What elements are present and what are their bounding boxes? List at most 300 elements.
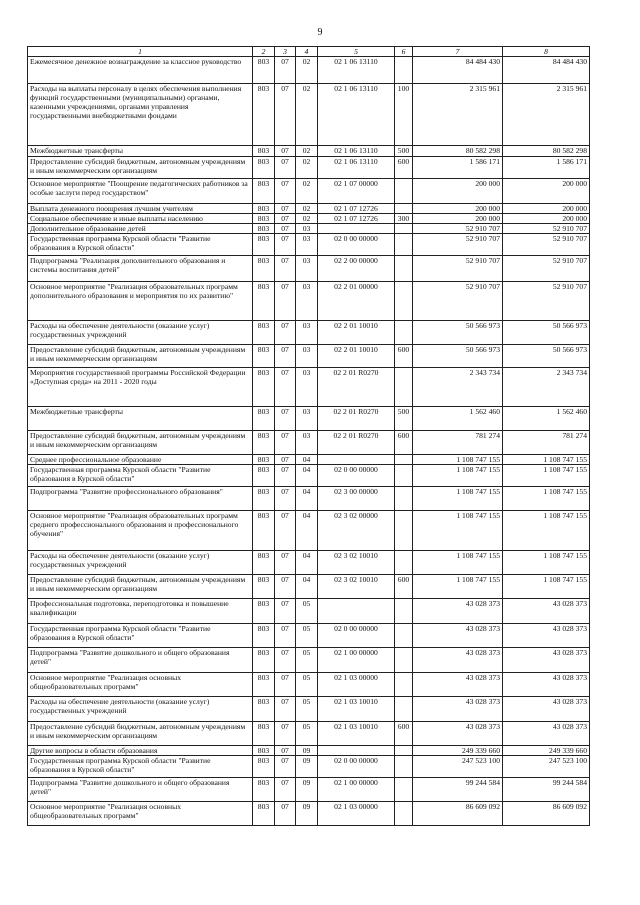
cell-amount-year-2: 200 000 bbox=[503, 204, 590, 214]
cell-subsection: 03 bbox=[296, 256, 318, 282]
cell-amount-year-2: 43 028 373 bbox=[503, 722, 590, 746]
cell-admin-code: 803 bbox=[253, 487, 275, 511]
column-header-4: 4 bbox=[296, 47, 318, 57]
cell-amount-year-1: 50 566 973 bbox=[413, 321, 503, 345]
cell-expense-type bbox=[395, 673, 413, 697]
cell-target-code bbox=[318, 746, 395, 756]
cell-section: 07 bbox=[275, 746, 296, 756]
table-row bbox=[28, 368, 590, 407]
cell-expense-type: 600 bbox=[395, 345, 413, 368]
cell-target-code: 02 2 01 00000 bbox=[318, 282, 395, 321]
table-row bbox=[28, 673, 590, 697]
cell-section: 07 bbox=[275, 648, 296, 673]
cell-amount-year-2: 50 566 973 bbox=[503, 345, 590, 368]
cell-section: 07 bbox=[275, 575, 296, 599]
cell-amount-year-1: 200 000 bbox=[413, 204, 503, 214]
cell-admin-code: 803 bbox=[253, 802, 275, 826]
cell-admin-code: 803 bbox=[253, 697, 275, 722]
cell-amount-year-1: 52 910 707 bbox=[413, 256, 503, 282]
cell-subsection: 03 bbox=[296, 368, 318, 407]
cell-amount-year-1: 1 108 747 155 bbox=[413, 455, 503, 465]
cell-amount-year-1: 249 339 660 bbox=[413, 746, 503, 756]
cell-amount-year-1: 200 000 bbox=[413, 179, 503, 204]
cell-expense-type: 500 bbox=[395, 146, 413, 157]
cell-name: Выплата денежного поощрения лучшим учителям bbox=[28, 204, 253, 214]
cell-section: 07 bbox=[275, 214, 296, 224]
cell-name: Среднее профессиональное образование bbox=[28, 455, 253, 465]
cell-expense-type bbox=[395, 802, 413, 826]
cell-name: Государственная программа Курской области "Развитие образования в Курской области" bbox=[28, 465, 253, 487]
table-row bbox=[28, 345, 590, 368]
cell-section: 07 bbox=[275, 756, 296, 778]
table-row bbox=[28, 697, 590, 722]
table-row bbox=[28, 746, 590, 756]
cell-admin-code: 803 bbox=[253, 778, 275, 802]
cell-section: 07 bbox=[275, 551, 296, 575]
column-header-6: 6 bbox=[395, 47, 413, 57]
cell-expense-type bbox=[395, 511, 413, 551]
table-row bbox=[28, 256, 590, 282]
cell-amount-year-2: 52 910 707 bbox=[503, 282, 590, 321]
column-header-2: 2 bbox=[253, 47, 275, 57]
cell-subsection: 02 bbox=[296, 204, 318, 214]
cell-subsection: 04 bbox=[296, 487, 318, 511]
cell-amount-year-1: 52 910 707 bbox=[413, 282, 503, 321]
cell-name: Основное мероприятие "Реализация образовательных программ среднего профессионального образования и профессионального обучения" bbox=[28, 511, 253, 551]
cell-amount-year-2: 200 000 bbox=[503, 179, 590, 204]
cell-subsection: 02 bbox=[296, 84, 318, 146]
cell-name: Подпрограмма "Развитие дошкольного и общего образования детей" bbox=[28, 778, 253, 802]
cell-expense-type bbox=[395, 368, 413, 407]
cell-amount-year-2: 200 000 bbox=[503, 214, 590, 224]
cell-target-code: 02 1 06 13110 bbox=[318, 84, 395, 146]
cell-subsection: 09 bbox=[296, 778, 318, 802]
cell-expense-type bbox=[395, 179, 413, 204]
cell-subsection: 02 bbox=[296, 179, 318, 204]
cell-name: Межбюджетные трансферты bbox=[28, 407, 253, 431]
cell-section: 07 bbox=[275, 465, 296, 487]
cell-admin-code: 803 bbox=[253, 179, 275, 204]
cell-target-code: 02 1 07 12726 bbox=[318, 204, 395, 214]
table-row bbox=[28, 599, 590, 624]
table-row bbox=[28, 431, 590, 455]
cell-name: Предоставление субсидий бюджетным, автономным учреждениям и иным некоммерческим организациям bbox=[28, 431, 253, 455]
cell-subsection: 03 bbox=[296, 282, 318, 321]
cell-amount-year-2: 1 108 747 155 bbox=[503, 487, 590, 511]
cell-admin-code: 803 bbox=[253, 465, 275, 487]
cell-amount-year-1: 43 028 373 bbox=[413, 599, 503, 624]
cell-amount-year-2: 84 484 430 bbox=[503, 57, 590, 84]
cell-section: 07 bbox=[275, 57, 296, 84]
cell-amount-year-1: 781 274 bbox=[413, 431, 503, 455]
table-row bbox=[28, 57, 590, 84]
cell-subsection: 03 bbox=[296, 407, 318, 431]
cell-target-code: 02 0 00 00000 bbox=[318, 465, 395, 487]
cell-amount-year-2: 1 108 747 155 bbox=[503, 575, 590, 599]
cell-name: Подпрограмма "Реализация дополнительного образования и системы воспитания детей" bbox=[28, 256, 253, 282]
cell-expense-type: 300 bbox=[395, 214, 413, 224]
cell-name: Мероприятия государственной программы Российской Федерации «Доступная среда» на 2011 - 2020 годы bbox=[28, 368, 253, 407]
cell-section: 07 bbox=[275, 673, 296, 697]
table-row bbox=[28, 455, 590, 465]
cell-section: 07 bbox=[275, 722, 296, 746]
cell-amount-year-2: 43 028 373 bbox=[503, 648, 590, 673]
cell-target-code bbox=[318, 455, 395, 465]
cell-name: Другие вопросы в области образования bbox=[28, 746, 253, 756]
cell-target-code: 02 0 00 00000 bbox=[318, 756, 395, 778]
cell-amount-year-2: 50 566 973 bbox=[503, 321, 590, 345]
cell-admin-code: 803 bbox=[253, 157, 275, 179]
cell-section: 07 bbox=[275, 224, 296, 234]
cell-subsection: 02 bbox=[296, 146, 318, 157]
cell-subsection: 03 bbox=[296, 431, 318, 455]
cell-target-code: 02 3 02 00000 bbox=[318, 511, 395, 551]
cell-expense-type bbox=[395, 321, 413, 345]
cell-amount-year-2: 52 910 707 bbox=[503, 224, 590, 234]
cell-amount-year-2: 1 108 747 155 bbox=[503, 455, 590, 465]
cell-expense-type: 500 bbox=[395, 407, 413, 431]
cell-amount-year-1: 1 108 747 155 bbox=[413, 487, 503, 511]
table-row bbox=[28, 84, 590, 146]
cell-admin-code: 803 bbox=[253, 599, 275, 624]
cell-amount-year-2: 43 028 373 bbox=[503, 599, 590, 624]
cell-expense-type bbox=[395, 256, 413, 282]
table-row bbox=[28, 551, 590, 575]
cell-amount-year-1: 1 108 747 155 bbox=[413, 465, 503, 487]
cell-section: 07 bbox=[275, 321, 296, 345]
cell-subsection: 09 bbox=[296, 746, 318, 756]
cell-admin-code: 803 bbox=[253, 345, 275, 368]
cell-expense-type bbox=[395, 551, 413, 575]
cell-name: Основное мероприятие "Поощрение педагогических работников за особые заслуги перед государством" bbox=[28, 179, 253, 204]
cell-subsection: 05 bbox=[296, 624, 318, 648]
cell-expense-type bbox=[395, 756, 413, 778]
cell-expense-type bbox=[395, 697, 413, 722]
cell-admin-code: 803 bbox=[253, 648, 275, 673]
cell-section: 07 bbox=[275, 778, 296, 802]
table-row bbox=[28, 204, 590, 214]
cell-expense-type bbox=[395, 778, 413, 802]
cell-section: 07 bbox=[275, 345, 296, 368]
table-row bbox=[28, 214, 590, 224]
cell-amount-year-1: 1 562 460 bbox=[413, 407, 503, 431]
cell-name: Предоставление субсидий бюджетным, автономным учреждениям и иным некоммерческим организациям bbox=[28, 345, 253, 368]
cell-section: 07 bbox=[275, 368, 296, 407]
table-row bbox=[28, 179, 590, 204]
cell-amount-year-1: 200 000 bbox=[413, 214, 503, 224]
cell-admin-code: 803 bbox=[253, 551, 275, 575]
table-row bbox=[28, 648, 590, 673]
cell-amount-year-2: 80 582 298 bbox=[503, 146, 590, 157]
cell-amount-year-2: 43 028 373 bbox=[503, 673, 590, 697]
table-row bbox=[28, 234, 590, 256]
cell-subsection: 05 bbox=[296, 599, 318, 624]
cell-name: Предоставление субсидий бюджетным, автономным учреждениям и иным некоммерческим организациям bbox=[28, 157, 253, 179]
cell-subsection: 05 bbox=[296, 673, 318, 697]
cell-admin-code: 803 bbox=[253, 673, 275, 697]
cell-target-code: 02 1 06 13110 bbox=[318, 57, 395, 84]
cell-section: 07 bbox=[275, 157, 296, 179]
cell-amount-year-2: 1 586 171 bbox=[503, 157, 590, 179]
cell-expense-type bbox=[395, 599, 413, 624]
column-header-8: 8 bbox=[503, 47, 590, 57]
cell-amount-year-2: 1 108 747 155 bbox=[503, 551, 590, 575]
cell-amount-year-1: 1 108 747 155 bbox=[413, 551, 503, 575]
cell-subsection: 04 bbox=[296, 575, 318, 599]
cell-name: Подпрограмма "Развитие профессионального образования" bbox=[28, 487, 253, 511]
cell-admin-code: 803 bbox=[253, 746, 275, 756]
column-header-7: 7 bbox=[413, 47, 503, 57]
cell-name: Основное мероприятие "Реализация основных общеобразовательных программ" bbox=[28, 673, 253, 697]
cell-expense-type bbox=[395, 746, 413, 756]
cell-target-code: 02 2 01 10010 bbox=[318, 345, 395, 368]
table-row bbox=[28, 722, 590, 746]
cell-name: Ежемесячное денежное вознаграждение за классное руководство bbox=[28, 57, 253, 84]
cell-target-code: 02 2 01 R0270 bbox=[318, 368, 395, 407]
cell-expense-type bbox=[395, 224, 413, 234]
cell-admin-code: 803 bbox=[253, 282, 275, 321]
table-row bbox=[28, 282, 590, 321]
table-row bbox=[28, 321, 590, 345]
cell-subsection: 05 bbox=[296, 648, 318, 673]
cell-admin-code: 803 bbox=[253, 407, 275, 431]
cell-expense-type bbox=[395, 465, 413, 487]
cell-section: 07 bbox=[275, 204, 296, 214]
cell-name: Государственная программа Курской области "Развитие образования в Курской области" bbox=[28, 624, 253, 648]
cell-admin-code: 803 bbox=[253, 204, 275, 214]
cell-subsection: 03 bbox=[296, 345, 318, 368]
cell-subsection: 03 bbox=[296, 321, 318, 345]
column-header-1: 1 bbox=[28, 47, 253, 57]
cell-amount-year-1: 43 028 373 bbox=[413, 722, 503, 746]
cell-name: Дополнительное образование детей bbox=[28, 224, 253, 234]
cell-name: Государственная программа Курской области "Развитие образования в Курской области" bbox=[28, 234, 253, 256]
cell-amount-year-1: 50 566 973 bbox=[413, 345, 503, 368]
budget-table bbox=[27, 46, 590, 826]
cell-target-code: 02 2 01 R0270 bbox=[318, 431, 395, 455]
cell-expense-type bbox=[395, 648, 413, 673]
cell-amount-year-1: 43 028 373 bbox=[413, 697, 503, 722]
cell-expense-type: 100 bbox=[395, 84, 413, 146]
table-row bbox=[28, 575, 590, 599]
table-row bbox=[28, 157, 590, 179]
cell-section: 07 bbox=[275, 624, 296, 648]
column-header-3: 3 bbox=[275, 47, 296, 57]
cell-section: 07 bbox=[275, 697, 296, 722]
cell-expense-type bbox=[395, 487, 413, 511]
cell-target-code: 02 0 00 00000 bbox=[318, 624, 395, 648]
cell-section: 07 bbox=[275, 455, 296, 465]
cell-admin-code: 803 bbox=[253, 57, 275, 84]
cell-amount-year-2: 1 562 460 bbox=[503, 407, 590, 431]
cell-admin-code: 803 bbox=[253, 146, 275, 157]
cell-expense-type: 600 bbox=[395, 575, 413, 599]
table-row bbox=[28, 756, 590, 778]
cell-section: 07 bbox=[275, 487, 296, 511]
cell-amount-year-1: 80 582 298 bbox=[413, 146, 503, 157]
cell-section: 07 bbox=[275, 146, 296, 157]
cell-target-code: 02 0 00 00000 bbox=[318, 234, 395, 256]
cell-target-code: 02 1 00 00000 bbox=[318, 778, 395, 802]
cell-name: Профессиональная подготовка, переподготовка и повышение квалификации bbox=[28, 599, 253, 624]
cell-section: 07 bbox=[275, 431, 296, 455]
cell-amount-year-2: 86 609 092 bbox=[503, 802, 590, 826]
cell-name: Предоставление субсидий бюджетным, автономным учреждениям и иным некоммерческим организациям bbox=[28, 722, 253, 746]
cell-target-code: 02 3 00 00000 bbox=[318, 487, 395, 511]
cell-expense-type: 600 bbox=[395, 431, 413, 455]
cell-target-code: 02 1 06 13110 bbox=[318, 146, 395, 157]
cell-amount-year-2: 249 339 660 bbox=[503, 746, 590, 756]
cell-subsection: 05 bbox=[296, 697, 318, 722]
cell-expense-type bbox=[395, 282, 413, 321]
cell-amount-year-2: 99 244 584 bbox=[503, 778, 590, 802]
cell-amount-year-2: 52 910 707 bbox=[503, 234, 590, 256]
cell-amount-year-2: 247 523 100 bbox=[503, 756, 590, 778]
cell-amount-year-1: 1 108 747 155 bbox=[413, 511, 503, 551]
table-row bbox=[28, 465, 590, 487]
cell-subsection: 02 bbox=[296, 157, 318, 179]
cell-name: Социальное обеспечение и иные выплаты населению bbox=[28, 214, 253, 224]
cell-section: 07 bbox=[275, 802, 296, 826]
cell-section: 07 bbox=[275, 179, 296, 204]
cell-section: 07 bbox=[275, 256, 296, 282]
cell-expense-type: 600 bbox=[395, 722, 413, 746]
table-row bbox=[28, 146, 590, 157]
cell-name: Расходы на обеспечение деятельности (оказание услуг) государственных учреждений bbox=[28, 697, 253, 722]
cell-admin-code: 803 bbox=[253, 722, 275, 746]
cell-subsection: 02 bbox=[296, 214, 318, 224]
cell-subsection: 04 bbox=[296, 455, 318, 465]
cell-section: 07 bbox=[275, 282, 296, 321]
cell-expense-type bbox=[395, 624, 413, 648]
cell-name: Межбюджетные трансферты bbox=[28, 146, 253, 157]
cell-section: 07 bbox=[275, 511, 296, 551]
table-row bbox=[28, 624, 590, 648]
cell-expense-type: 600 bbox=[395, 157, 413, 179]
cell-admin-code: 803 bbox=[253, 368, 275, 407]
cell-target-code: 02 1 03 10010 bbox=[318, 722, 395, 746]
cell-section: 07 bbox=[275, 407, 296, 431]
cell-subsection: 02 bbox=[296, 57, 318, 84]
cell-name: Основное мероприятие "Реализация образовательных программ дополнительного образования и мероприятия по их развитию" bbox=[28, 282, 253, 321]
cell-admin-code: 803 bbox=[253, 256, 275, 282]
cell-subsection: 04 bbox=[296, 465, 318, 487]
table-row bbox=[28, 487, 590, 511]
cell-expense-type bbox=[395, 204, 413, 214]
cell-target-code bbox=[318, 224, 395, 234]
cell-amount-year-1: 247 523 100 bbox=[413, 756, 503, 778]
cell-amount-year-1: 43 028 373 bbox=[413, 648, 503, 673]
cell-name: Расходы на обеспечение деятельности (оказание услуг) государственных учреждений bbox=[28, 321, 253, 345]
table-row bbox=[28, 224, 590, 234]
cell-admin-code: 803 bbox=[253, 234, 275, 256]
cell-amount-year-1: 99 244 584 bbox=[413, 778, 503, 802]
cell-amount-year-2: 43 028 373 bbox=[503, 697, 590, 722]
cell-amount-year-1: 43 028 373 bbox=[413, 624, 503, 648]
cell-amount-year-1: 1 586 171 bbox=[413, 157, 503, 179]
cell-amount-year-1: 86 609 092 bbox=[413, 802, 503, 826]
cell-subsection: 05 bbox=[296, 722, 318, 746]
cell-target-code: 02 1 06 13110 bbox=[318, 157, 395, 179]
cell-expense-type bbox=[395, 455, 413, 465]
cell-amount-year-1: 2 315 961 bbox=[413, 84, 503, 146]
table-body bbox=[28, 57, 590, 826]
cell-target-code: 02 1 03 00000 bbox=[318, 673, 395, 697]
table-row bbox=[28, 778, 590, 802]
cell-target-code: 02 1 00 00000 bbox=[318, 648, 395, 673]
cell-admin-code: 803 bbox=[253, 455, 275, 465]
cell-name: Расходы на обеспечение деятельности (оказание услуг) государственных учреждений bbox=[28, 551, 253, 575]
cell-amount-year-2: 1 108 747 155 bbox=[503, 511, 590, 551]
cell-amount-year-1: 52 910 707 bbox=[413, 224, 503, 234]
cell-amount-year-1: 1 108 747 155 bbox=[413, 575, 503, 599]
cell-amount-year-1: 84 484 430 bbox=[413, 57, 503, 84]
cell-name: Расходы на выплаты персоналу в целях обеспечения выполнения функций государственными (муниципальными) органами, казенными учреждениями, органами управления государственными внебюджетными фондами bbox=[28, 84, 253, 146]
cell-amount-year-1: 52 910 707 bbox=[413, 234, 503, 256]
cell-admin-code: 803 bbox=[253, 431, 275, 455]
cell-amount-year-1: 2 343 734 bbox=[413, 368, 503, 407]
column-header-5: 5 bbox=[318, 47, 395, 57]
cell-section: 07 bbox=[275, 599, 296, 624]
cell-subsection: 03 bbox=[296, 224, 318, 234]
cell-admin-code: 803 bbox=[253, 511, 275, 551]
cell-amount-year-2: 1 108 747 155 bbox=[503, 465, 590, 487]
cell-expense-type bbox=[395, 234, 413, 256]
cell-target-code: 02 3 02 10010 bbox=[318, 551, 395, 575]
cell-amount-year-1: 43 028 373 bbox=[413, 673, 503, 697]
cell-target-code: 02 1 03 10010 bbox=[318, 697, 395, 722]
cell-name: Государственная программа Курской области "Развитие образования в Курской области" bbox=[28, 756, 253, 778]
page-number: 9 bbox=[317, 27, 323, 38]
cell-subsection: 04 bbox=[296, 511, 318, 551]
cell-target-code bbox=[318, 599, 395, 624]
cell-section: 07 bbox=[275, 84, 296, 146]
cell-admin-code: 803 bbox=[253, 575, 275, 599]
cell-name: Основное мероприятие "Реализация основных общеобразовательных программ" bbox=[28, 802, 253, 826]
cell-admin-code: 803 bbox=[253, 214, 275, 224]
cell-name: Подпрограмма "Развитие дошкольного и общего образования детей" bbox=[28, 648, 253, 673]
cell-subsection: 04 bbox=[296, 551, 318, 575]
table-row bbox=[28, 802, 590, 826]
cell-target-code: 02 2 01 10010 bbox=[318, 321, 395, 345]
cell-admin-code: 803 bbox=[253, 224, 275, 234]
cell-amount-year-2: 781 274 bbox=[503, 431, 590, 455]
cell-target-code: 02 2 00 00000 bbox=[318, 256, 395, 282]
cell-section: 07 bbox=[275, 234, 296, 256]
cell-expense-type bbox=[395, 57, 413, 84]
cell-amount-year-2: 2 343 734 bbox=[503, 368, 590, 407]
header-row bbox=[28, 47, 590, 57]
cell-subsection: 09 bbox=[296, 802, 318, 826]
cell-target-code: 02 2 01 R0270 bbox=[318, 407, 395, 431]
cell-target-code: 02 1 03 00000 bbox=[318, 802, 395, 826]
cell-amount-year-2: 2 315 961 bbox=[503, 84, 590, 146]
cell-subsection: 09 bbox=[296, 756, 318, 778]
cell-target-code: 02 1 07 00000 bbox=[318, 179, 395, 204]
cell-amount-year-2: 43 028 373 bbox=[503, 624, 590, 648]
cell-amount-year-2: 52 910 707 bbox=[503, 256, 590, 282]
table-row bbox=[28, 407, 590, 431]
cell-admin-code: 803 bbox=[253, 84, 275, 146]
table-row bbox=[28, 511, 590, 551]
cell-target-code: 02 1 07 12726 bbox=[318, 214, 395, 224]
cell-admin-code: 803 bbox=[253, 624, 275, 648]
cell-admin-code: 803 bbox=[253, 321, 275, 345]
cell-name: Предоставление субсидий бюджетным, автономным учреждениям и иным некоммерческим организациям bbox=[28, 575, 253, 599]
cell-admin-code: 803 bbox=[253, 756, 275, 778]
cell-target-code: 02 3 02 10010 bbox=[318, 575, 395, 599]
cell-subsection: 03 bbox=[296, 234, 318, 256]
